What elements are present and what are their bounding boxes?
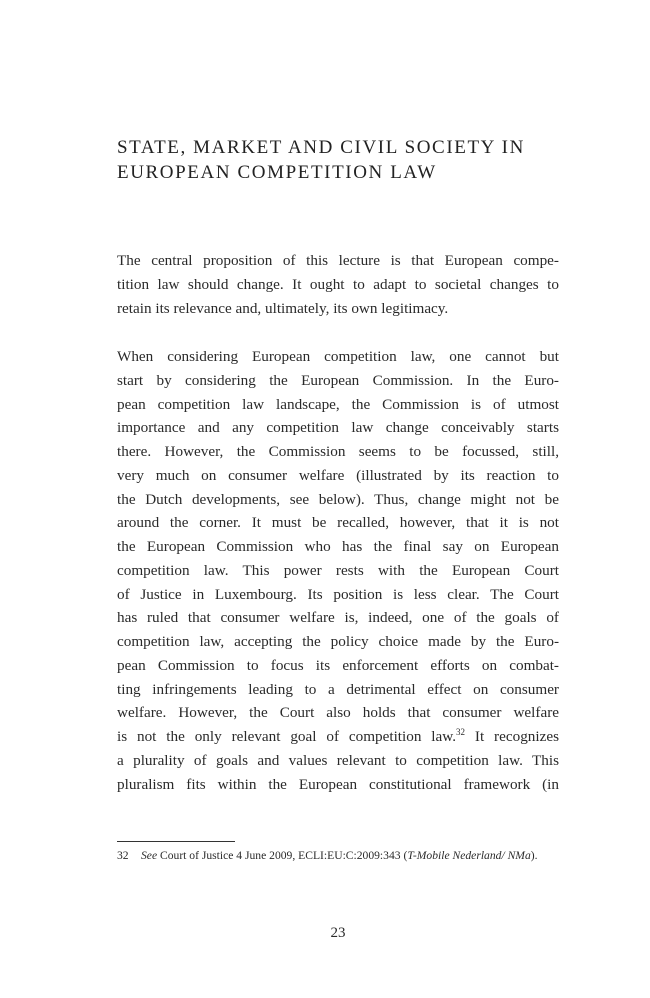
footnote xyxy=(117,847,559,864)
paragraph-body xyxy=(117,345,559,796)
text-line: very much on consumer welfare (illustrated by its reaction to xyxy=(117,466,559,484)
footnote-number: 32 xyxy=(117,849,129,862)
footnote-citation-end: ). xyxy=(530,849,538,862)
footnote-case-name: T-Mobile Nederland/ NMa xyxy=(407,849,531,862)
text-line: there. However, the Commission seems to be focussed, still, xyxy=(117,443,559,460)
text-line-with-footnote xyxy=(117,725,559,749)
footnote-citation: Court of Justice 4 June 2009, ECLI:EU:C:2009:343 ( xyxy=(157,849,408,862)
footnote-divider xyxy=(117,841,235,842)
text-segment: is not the only relevant goal of competition law. xyxy=(117,728,457,745)
footnote-see: See xyxy=(141,849,158,862)
text-line: has ruled that consumer welfare is, indeed, one of the goals of xyxy=(117,609,559,627)
text-line: competition law. This power rests with the European Court xyxy=(117,561,559,579)
text-line: a plurality of goals and values relevant to competition law. This xyxy=(117,751,559,769)
text-segment: It recognizes xyxy=(465,728,559,745)
page-number: 23 xyxy=(330,925,346,941)
text-line: around the corner. It must be recalled, however, that it is not xyxy=(117,514,559,532)
text-line: importance and any competition law change conceivably starts xyxy=(117,419,559,437)
chapter-title-line: EUROPEAN COMPETITION LAW xyxy=(117,162,437,183)
text-line: of Justice in Luxembourg. Its position is less clear. The Court xyxy=(117,585,559,603)
text-line: competition law, accepting the policy choice made by the Euro- xyxy=(117,633,559,650)
text-line: start by considering the European Commission. In the Euro- xyxy=(117,371,559,389)
chapter-title xyxy=(117,135,559,185)
text-line: the Dutch developments, see below). Thus, change might not be xyxy=(117,490,559,508)
footnote-text xyxy=(141,847,559,864)
text-line: pean Commission to focus its enforcement efforts on combat- xyxy=(117,656,559,674)
text-line: tition law should change. It ought to adapt to societal changes to xyxy=(117,275,559,293)
paragraph-intro xyxy=(117,249,559,320)
chapter-title-line: STATE, MARKET AND CIVIL SOCIETY IN xyxy=(117,137,525,158)
text-line: welfare. However, the Court also holds that consumer welfare xyxy=(117,704,559,722)
text-line: the European Commission who has the final say on European xyxy=(117,538,559,555)
text-line: pean competition law landscape, the Commission is of utmost xyxy=(117,395,559,413)
text-line: The central proposition of this lecture is that European compe- xyxy=(117,252,559,269)
text-line: pluralism fits within the European constitutional framework (in xyxy=(117,775,559,793)
text-line: retain its relevance and, ultimately, its own legitimacy. xyxy=(117,299,449,317)
footnote-reference[interactable]: 32 xyxy=(456,726,466,737)
text-line: ting infringements leading to a detrimental effect on consumer xyxy=(117,680,559,698)
text-line: When considering European competition law, one cannot but xyxy=(117,348,559,365)
